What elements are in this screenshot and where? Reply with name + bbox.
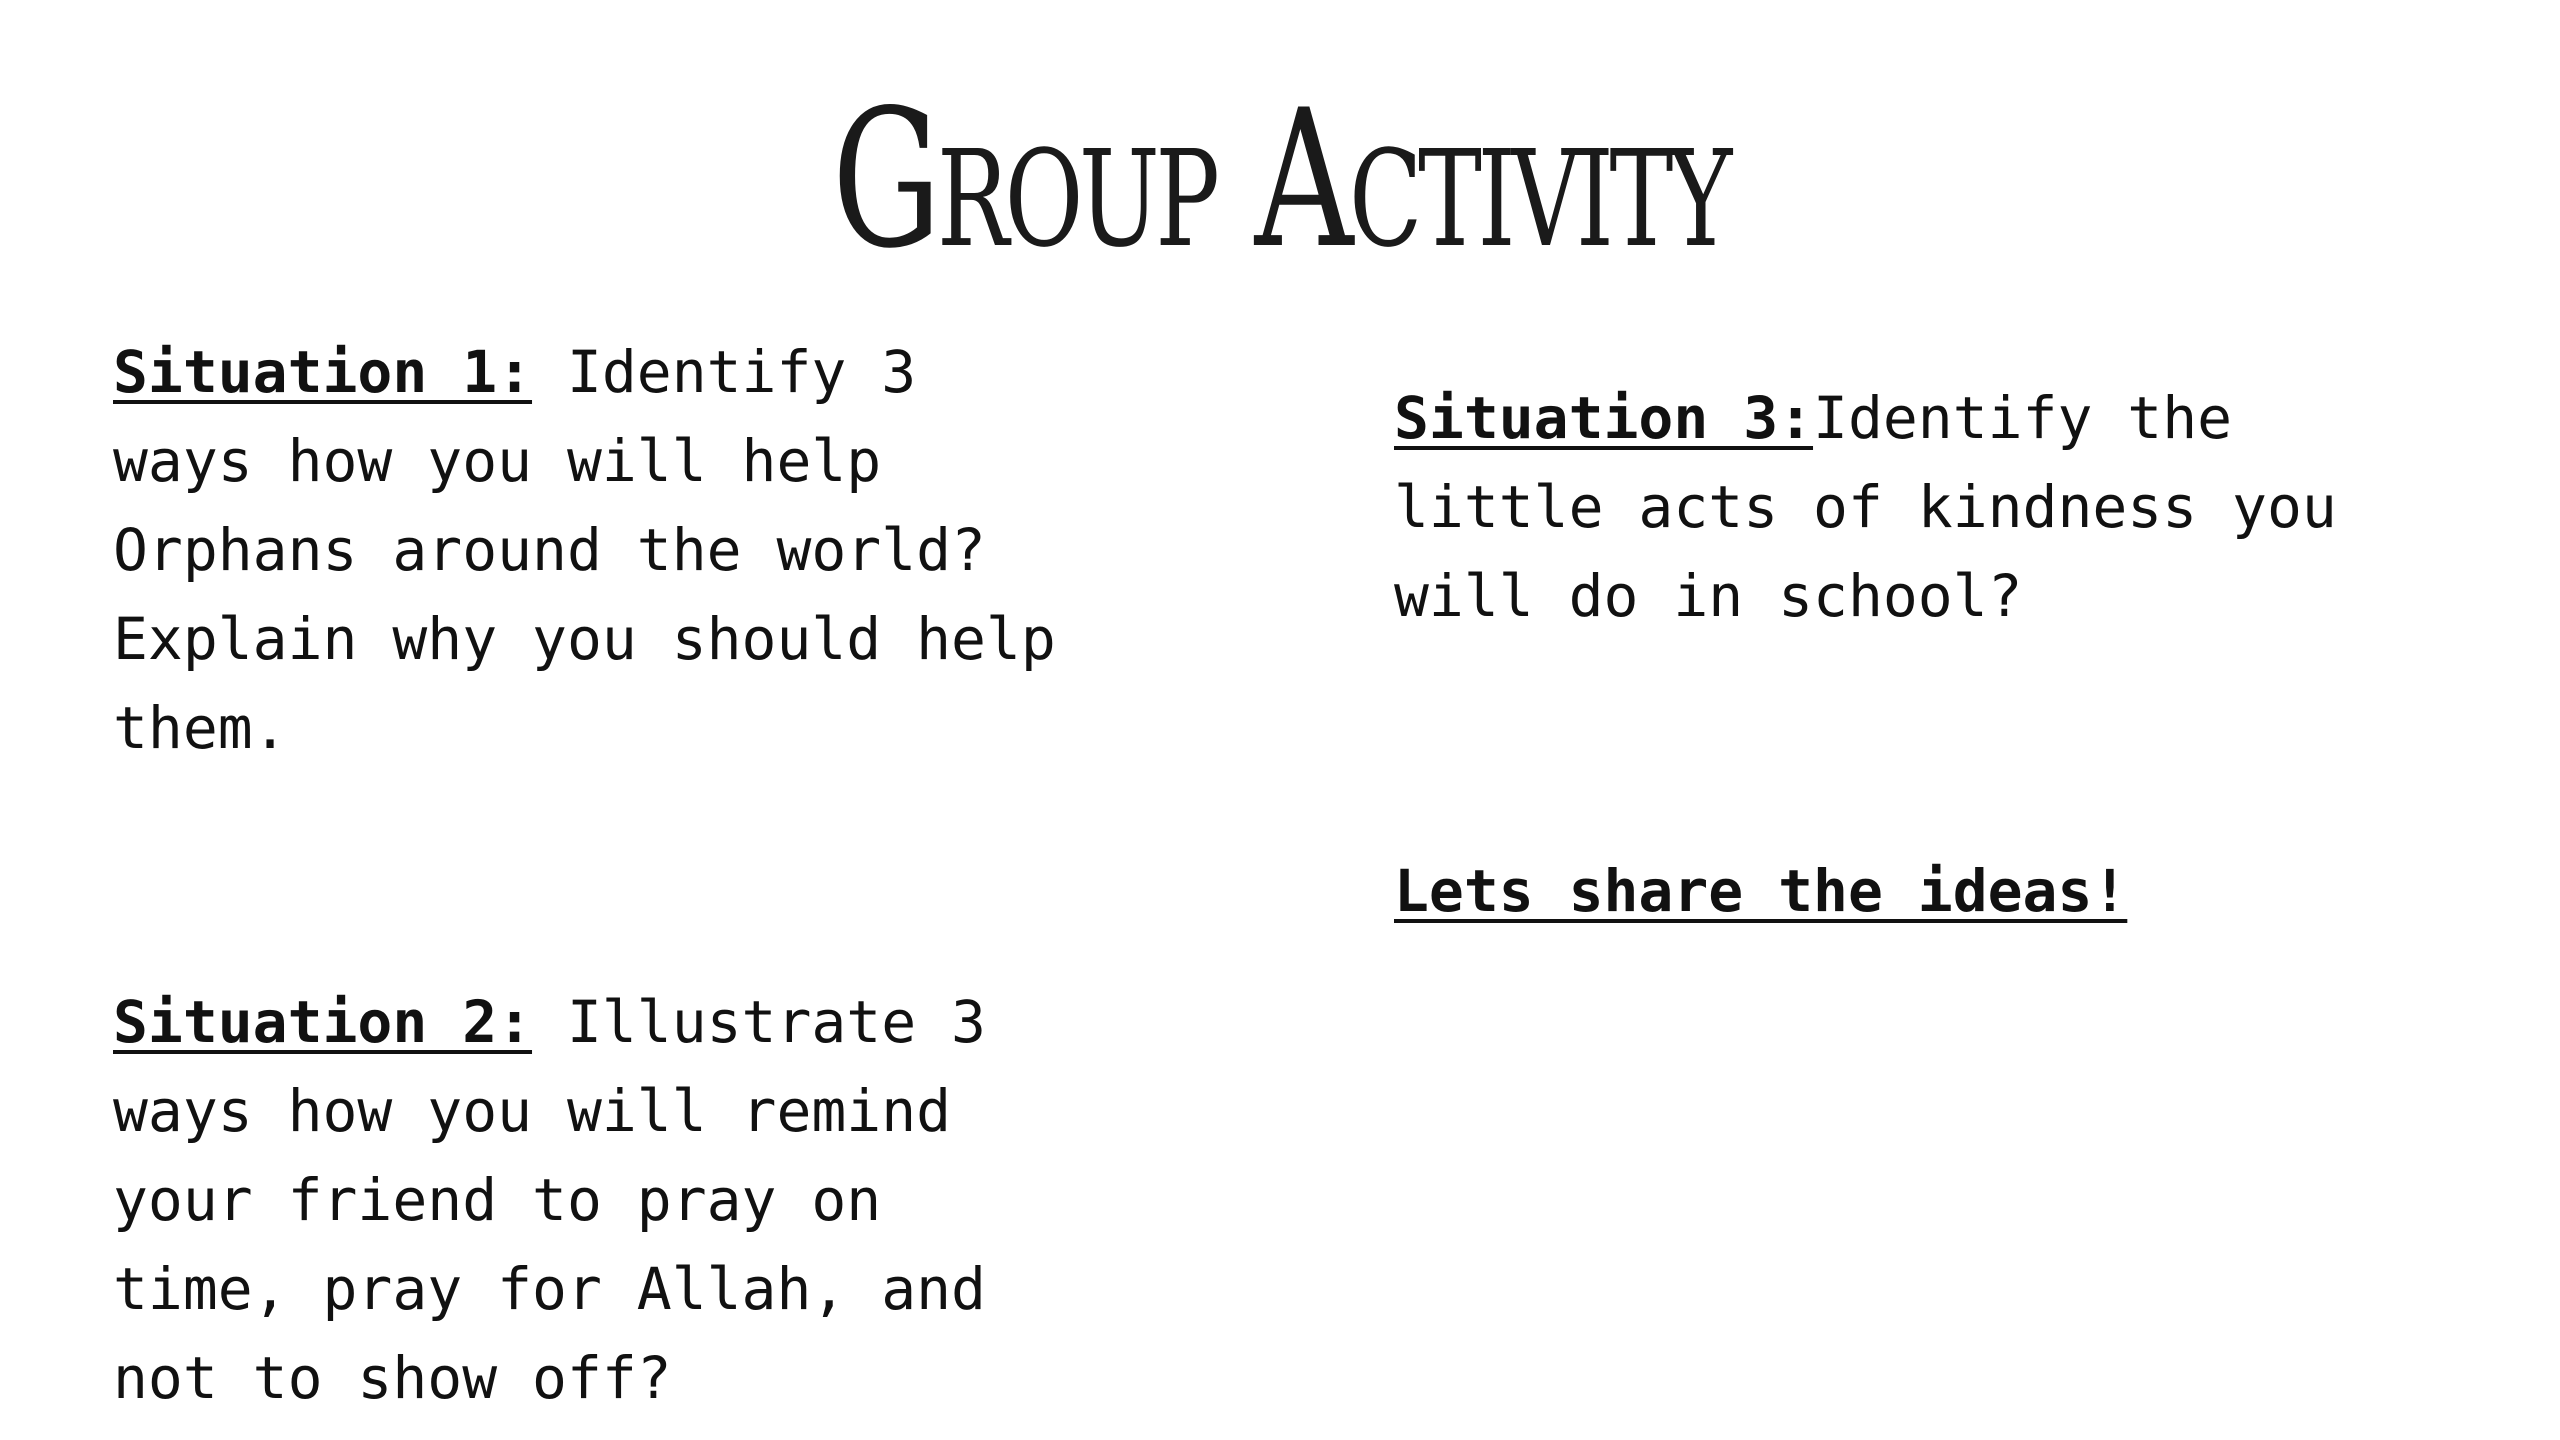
situation-2-text-line: Illustrate 3 (532, 988, 986, 1056)
situation-3-label: Situation 3: (1394, 384, 1814, 452)
situation-1-text-line: Identify 3 (532, 338, 917, 406)
situation-2-label: Situation 2: (113, 988, 533, 1056)
situation-3-block (1394, 374, 2494, 641)
situation-2-text-line: your friend to pray on (113, 1166, 882, 1234)
situation-2-block (113, 978, 1113, 1423)
situation-3-text-line: little acts of kindness you (1394, 473, 2337, 541)
situation-3-text-line: will do in school? (1394, 562, 2023, 630)
situation-1-label: Situation 1: (113, 338, 533, 406)
situation-1-block (113, 328, 1193, 773)
share-ideas-heading: Lets share the ideas! (1394, 857, 2128, 925)
situation-2-text-line: not to show off? (113, 1344, 672, 1412)
situation-3-text-line: Identify the (1813, 384, 2233, 452)
situation-1-first-line (113, 328, 1193, 417)
situation-2-text-line: time, pray for Allah, and (113, 1255, 986, 1323)
situation-1-text-line: Explain why you should help (113, 605, 1056, 673)
situation-2-text-line: ways how you will remind (113, 1077, 952, 1145)
situation-1-text-line: them. (113, 694, 288, 762)
situation-2-first-line (113, 978, 1113, 1067)
situation-1-text-line: ways how you will help (113, 427, 882, 495)
situation-1-text-line: Orphans around the world? (113, 516, 986, 584)
situation-3-first-line (1394, 374, 2494, 463)
slide-title: Group Activity (832, 69, 1728, 290)
